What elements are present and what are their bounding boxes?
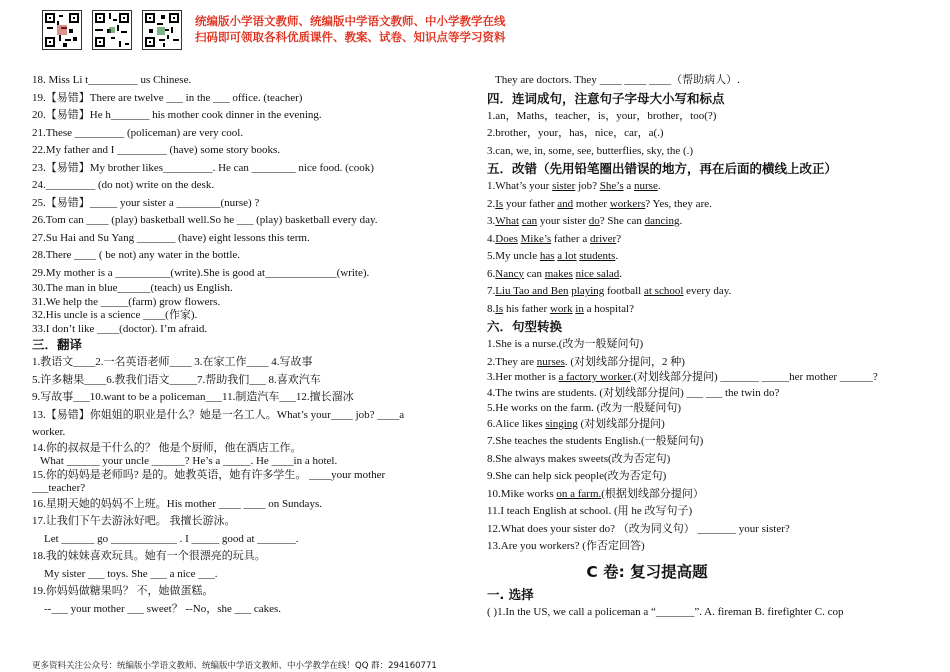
question-line: 1.教语文____2.一名英语老师____ 3.在家工作____ 4.写故事: [32, 356, 313, 368]
question-line: 29.My mother is a __________(write).She is good at_____________(write).: [32, 266, 370, 279]
banner-line: 扫码即可领取各科优质课件、教案、试卷、知识点等学习资料: [195, 30, 506, 44]
question-line: 12.What does your sister do? （改为同义句） _______ your sister?: [487, 522, 790, 535]
underlined-word: can: [521, 215, 538, 227]
underlined-word: Mike’s: [520, 232, 552, 245]
question-line: 16.星期天她的妈妈不上班。His mother ____ ____ on Sundays.: [32, 497, 322, 510]
section-heading: 一. 选择: [487, 586, 534, 602]
qr-code-icon: [42, 10, 82, 50]
underlined-word: has: [539, 250, 555, 262]
section-heading: 五．改错（先用铅笔圈出错误的地方，再在后面的横线上改正）: [487, 161, 838, 176]
qr-code-icon: [142, 10, 182, 50]
question-line: 7.Liu Tao and Ben playing football at school every day.: [487, 285, 732, 297]
underlined-word: What: [495, 215, 520, 227]
question-line: 9.写故事___10.want to be a policeman___11.制造汽车___12.擅长溜冰: [32, 391, 354, 403]
section-heading: 四．连词成句，注意句子字母大小写和标点: [487, 90, 725, 106]
underlined-word: Liu Tao and Ben: [495, 285, 569, 297]
question-line: 11.I teach English at school. (用 he 改写句子): [487, 505, 693, 517]
underlined-word: singing: [545, 417, 578, 430]
question-line: 2.brother，your，has，nice，car，a(.): [487, 127, 664, 139]
question-line: 13.【易错】你姐姐的职业是什么？她是一名工人。What’s your____ job? ____a: [32, 408, 405, 421]
question-line: 5.He works on the farm. (改为一般疑问句): [487, 402, 681, 414]
question-line: 14.你的叔叔是干什么的？ 他是个厨师，他在酒店工作。: [32, 441, 302, 454]
question-line: 4.Does Mike’s father a driver?: [487, 232, 622, 245]
question-line: My sister ___ toys. She ___ a nice ___.: [44, 567, 218, 580]
question-line: 25.【易错】_____ your sister a ________(nurse) ?: [32, 196, 260, 209]
question-line: They are doctors. They ____ ____ ____（帮助病人）.: [495, 74, 740, 86]
question-line: 15.你的妈妈是老师吗? 是的。她教英语，她有许多学生。 ____your mother: [32, 468, 386, 481]
question-line: ___teacher?: [32, 482, 86, 494]
question-line: --___ your mother ___ sweet？ --No，she ___ cakes.: [44, 602, 282, 615]
question-line: 32.His uncle is a science ____(作家).: [32, 309, 198, 321]
question-line: 27.Su Hai and Su Yang _______ (have) eight lessons this term.: [32, 231, 310, 244]
question-line: 19.你妈妈做糖果吗？ 不，她做蛋糕。: [32, 585, 214, 597]
question-line: 3.What can your sister do? She can dancing.: [487, 215, 683, 227]
qr-code-icon: [92, 10, 132, 50]
question-line: 1.She is a nurse.(改为一般疑问句): [487, 338, 644, 350]
question-line: worker.: [32, 426, 66, 438]
underlined-word: a factory worker: [558, 371, 631, 383]
underlined-word: nice salad: [575, 267, 620, 280]
underlined-word: dancing: [644, 215, 680, 227]
question-line: 10.Mike works on a farm.(根据划线部分提问）: [487, 487, 704, 500]
underlined-word: nurse: [634, 180, 658, 192]
underlined-word: Is: [495, 197, 504, 210]
page-header: [0, 0, 950, 56]
underlined-word: makes: [544, 267, 573, 280]
underlined-word: work: [549, 302, 573, 315]
question-line: 21.These _________ (policeman) are very cool.: [32, 126, 244, 139]
right-column: [487, 72, 927, 621]
question-line: 23.【易错】My brother likes_________. He can ________ nice food. (cook): [32, 161, 374, 174]
banner-line: 统编版小学语文教师、统编版中学语文教师、中小学教学在线: [195, 14, 506, 28]
question-line: 4.The twins are students. (对划线部分提问) ___ ___ the twin do?: [487, 386, 780, 399]
question-line: 7.She teaches the students English.(一般疑问句): [487, 435, 704, 447]
question-line: 6.Nancy can makes nice salad.: [487, 267, 623, 280]
question-line: 17.让我们下午去游泳好吧。 我擅长游泳。: [32, 515, 236, 527]
promo-banner: [195, 13, 506, 45]
underlined-word: Does: [495, 232, 518, 245]
question-line: 20.【易错】He h_______ his mother cook dinner in the evening.: [32, 109, 322, 121]
underlined-word: at school: [643, 285, 684, 297]
underlined-word: Is: [495, 302, 504, 315]
question-line: 18.我的妹妹喜欢玩具。她有一个很漂亮的玩具。: [32, 550, 266, 562]
question-line: 18. Miss Li t_________ us Chinese.: [32, 74, 192, 86]
question-line: 30.The man in blue______(teach) us English.: [32, 282, 233, 294]
question-line: 5.许多糖果____6.教我们语文_____7.帮助我们___ 8.喜欢汽车: [32, 373, 321, 386]
underlined-word: nurses: [536, 355, 565, 368]
section-heading: 六．句型转换: [487, 319, 563, 334]
underlined-word: driver: [589, 232, 617, 245]
question-line: 33.I don’t like ____(doctor). I’m afraid.: [32, 322, 208, 335]
underlined-word: She’s: [599, 180, 624, 192]
question-line: 6.Alice likes singing (对划线部分提问): [487, 417, 665, 430]
question-line: 13.Are you workers? (作否定回答): [487, 540, 645, 552]
underlined-word: in: [575, 302, 584, 315]
underlined-word: a lot: [557, 250, 577, 262]
underlined-word: on a farm.: [556, 487, 602, 500]
underlined-word: students: [579, 250, 616, 262]
question-line: 5.My uncle has a lot students.: [487, 250, 619, 262]
underlined-word: Nancy: [495, 267, 524, 280]
question-line: 24._________ (do not) write on the desk.: [32, 179, 215, 191]
underlined-word: playing: [571, 285, 605, 297]
underlined-word: and: [557, 197, 574, 210]
question-line: 8.Is his father work in a hospital?: [487, 302, 634, 315]
underlined-word: workers: [609, 197, 646, 210]
question-line: 19.【易错】There are twelve ___ in the ___ office. (teacher): [32, 91, 303, 104]
question-line: 3.Her mother is a factory worker.(对划线部分提问) _______ _____her mother ______?: [487, 371, 878, 383]
underlined-word: sister: [552, 180, 576, 192]
question-line: 8.She always makes sweets(改为否定句): [487, 452, 671, 465]
question-line: 9.She can help sick people(改为否定句): [487, 470, 667, 482]
underlined-word: do: [588, 215, 600, 227]
left-column: [32, 72, 472, 618]
question-line: 1.What’s your sister job? She’s a nurse.: [487, 180, 661, 192]
question-line: 28.There ____ ( be not) any water in the bottle.: [32, 249, 241, 261]
question-line: 26.Tom can ____ (play) basketball well.So he ___ (play) basketball every day.: [32, 214, 378, 226]
question-line: 1.an，Maths，teacher，is，your，brother，too(?): [487, 109, 717, 122]
page-footer: 更多资料关注公众号：统编版小学语文教师、统编版中学语文教师、中小学教学在线！QQ 群：294160771: [32, 661, 437, 671]
section-heading: 三．翻译: [32, 337, 83, 352]
question-line: Let ______ go ____________ . I _____ good at _______.: [44, 532, 299, 545]
question-line: 31.We help the _____(farm) grow flowers.: [32, 295, 221, 308]
question-line: 22.My father and I _________ (have) some story books.: [32, 144, 281, 156]
question-line: 2.They are nurses. (对划线部分提问，2 种): [487, 355, 685, 368]
question-line: 2.Is your father and mother workers? Yes, they are.: [487, 197, 712, 210]
question-line: ( )1.In the US, we call a policeman a “_______”. A. fireman B. firefighter C. cop: [487, 605, 844, 618]
part-title: C 卷: 复习提高题: [586, 562, 708, 581]
question-line: What ______ your uncle ______? He’s a _____. He ____in a hotel.: [40, 455, 338, 467]
question-line: 3.can, we, in, some, see, butterflies, sky, the (.): [487, 144, 694, 157]
